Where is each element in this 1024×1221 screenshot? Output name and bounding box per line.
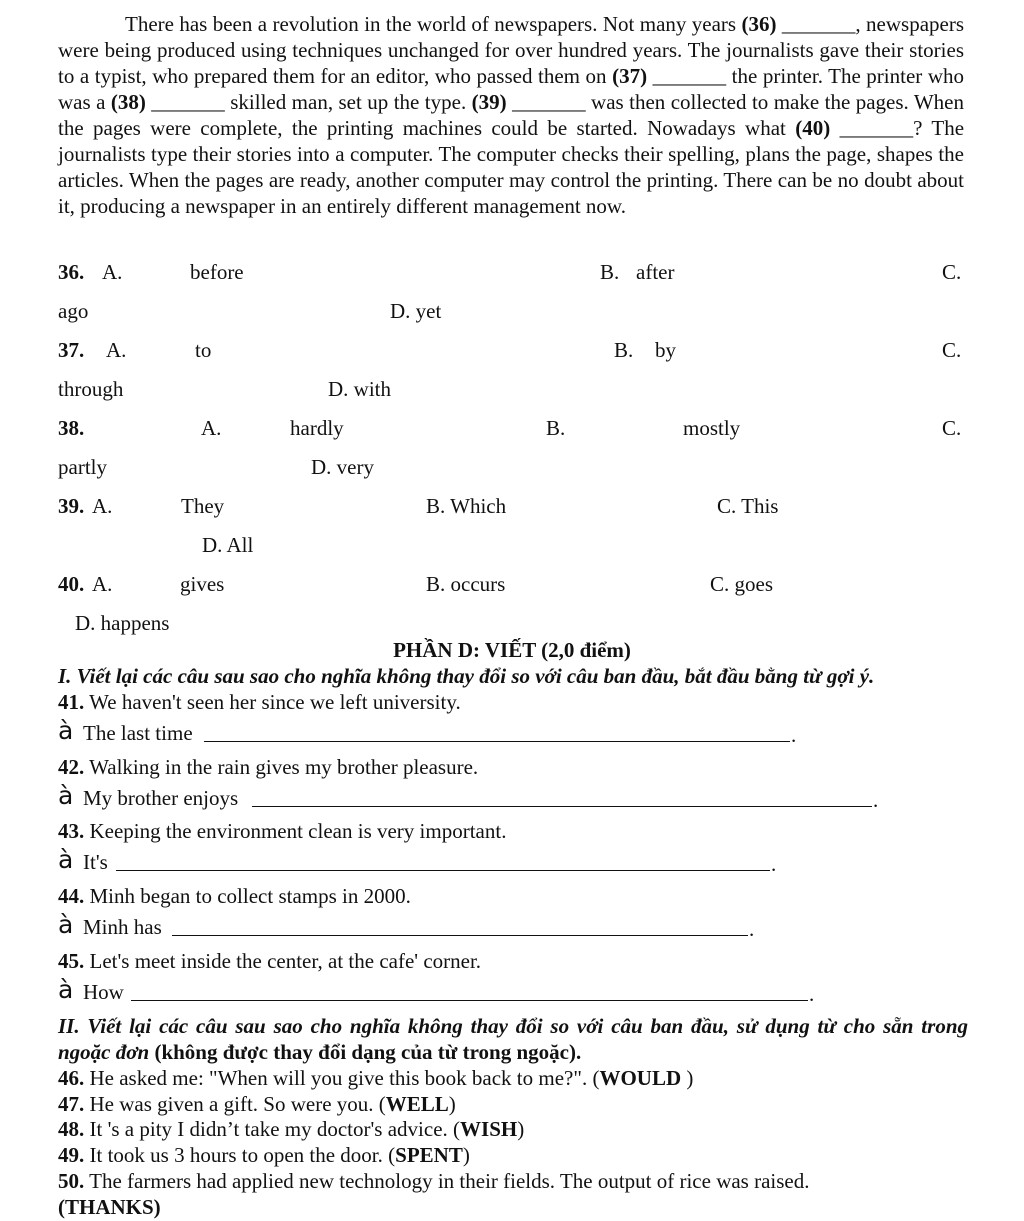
answer-line [116,870,770,871]
part-2-instruction-italic: II. Viết lại các câu sau sao cho nghĩa không thay đổi so với câu ban đầu, sử dụng từ cho sẵn trong ngoặc đơn [58,1014,968,1064]
answer-end: . [771,852,777,876]
option-c-letter: C. [942,338,962,362]
passage-text-2: , newspapers were being produced using techniques unchanged for over hundred years. The journalists gave their stories to a typist, who prepared them for an editor, who passed them on [58,12,965,88]
option-b-text: by [655,338,676,362]
question-number: 39. [58,494,85,518]
option-c: C. goes [710,572,773,596]
keyword: WOULD [599,1066,682,1090]
option-d: D. happens [75,611,170,635]
prompt-text: My brother enjoys [83,786,239,810]
blank-number-39: (39) [471,90,507,114]
prompt-text: It's [83,850,108,874]
option-c: C. This [717,494,779,518]
question-line: 41. We haven't seen her since we left university. [58,690,461,714]
part-1-instruction: I. Viết lại các câu sau sao cho nghĩa không thay đổi so với câu ban đầu, bắt đầu bằng từ gợi ý. [58,664,875,688]
prompt-text: How [83,980,124,1004]
option-b-text: mostly [683,416,741,440]
answer-line [204,741,790,742]
option-a-text: They [181,494,225,518]
keyword: WISH [460,1117,518,1141]
option-a-text: to [195,338,212,362]
part-2-instruction [58,1013,968,1065]
passage-text-5: was then collected to make the pages. When the pages were complete, the printing machines could be started. Nowadays what [58,90,964,140]
keyword: WELL [385,1092,449,1116]
passage-text-1: There has been a revolution in the world of newspapers. Not many years [125,12,742,36]
keyword-50-word: (THANKS) [58,1195,161,1219]
option-d: D. All [202,533,254,557]
option-b-text: after [636,260,675,284]
question-number: 36. [58,260,85,284]
option-d: D. with [328,377,391,401]
part-2-instruction-bold: (không được thay đổi dạng của từ trong ngoặc). [149,1040,582,1064]
option-a-letter: A. [201,416,222,440]
option-a-text: gives [180,572,225,596]
blank-36: _______ [776,12,856,36]
answer-end: . [749,917,755,941]
prompt-text: The last time [83,721,193,745]
question-number: 40. [58,572,85,596]
question-number: 38. [58,416,85,440]
question-line: 43. Keeping the environment clean is very important. [58,819,507,843]
blank-39: _______ [506,90,586,114]
keyword-question-48: 48. It 's a pity I didn’t take my doctor's advice. (WISH) [58,1117,525,1141]
option-a-letter: A. [92,572,113,596]
question-line: 45. Let's meet inside the center, at the cafe' corner. [58,949,482,973]
question-line: 44. Minh began to collect stamps in 2000. [58,884,411,908]
prompt-text: Minh has [83,915,162,939]
answer-line [131,1000,808,1001]
option-c-text: ago [58,299,89,323]
keyword: SPENT [395,1143,463,1167]
passage-text-6: ? The journalists type their stories into a computer. The computer checks their spelling, plans the page, shapes the articles. When the pages are ready, another computer may control the printing. There can be no doubt about it, producing a newspaper in an entirely different management now. [58,116,965,218]
option-b-letter: B. [546,416,566,440]
keyword-question-49: 49. It took us 3 hours to open the door. (SPENT) [58,1143,470,1167]
arrow-icon: à [58,845,74,874]
blank-number-37: (37) [612,64,648,88]
keyword-question-47: 47. He was given a gift. So were you. (WELL) [58,1092,456,1116]
option-c-text: through [58,377,124,401]
option-c-letter: C. [942,260,962,284]
option-b-letter: B. [600,260,620,284]
question-number: 37. [58,338,85,362]
keyword-question-50: 50. The farmers had applied new technology in their fields. The output of rice was raised. [58,1169,810,1193]
arrow-icon: à [58,910,74,939]
option-a-letter: A. [102,260,123,284]
keyword-question-46: 46. He asked me: "When will you give this book back to me?". (WOULD ) [58,1066,694,1090]
blank-number-40: (40) [795,116,831,140]
passage-text-4: skilled man, set up the type. [224,90,472,114]
option-a-text: before [190,260,244,284]
option-a-text: hardly [290,416,344,440]
answer-end: . [809,982,815,1006]
answer-end: . [873,788,879,812]
option-d: D. yet [390,299,442,323]
blank-number-38: (38) [110,90,146,114]
arrow-icon: à [58,781,74,810]
answer-line [252,806,872,807]
option-c-text: partly [58,455,107,479]
blank-40: _______ [830,116,914,140]
question-line: 42. Walking in the rain gives my brother pleasure. [58,755,479,779]
option-a-letter: A. [106,338,127,362]
arrow-icon: à [58,716,74,745]
section-d-title: PHẦN D: VIẾT (2,0 điểm) [393,638,631,662]
answer-end: . [791,723,797,747]
arrow-icon: à [58,975,74,1004]
option-b: B. Which [426,494,507,518]
blank-number-36: (36) [741,12,777,36]
blank-37: _______ [647,64,727,88]
reading-passage [58,11,964,219]
option-d: D. very [311,455,374,479]
option-c-letter: C. [942,416,962,440]
option-b: B. occurs [426,572,506,596]
passage-text-3: the printer. The printer who was a [58,64,964,114]
option-b-letter: B. [614,338,634,362]
option-a-letter: A. [92,494,113,518]
blank-38: _______ [145,90,225,114]
answer-line [172,935,748,936]
